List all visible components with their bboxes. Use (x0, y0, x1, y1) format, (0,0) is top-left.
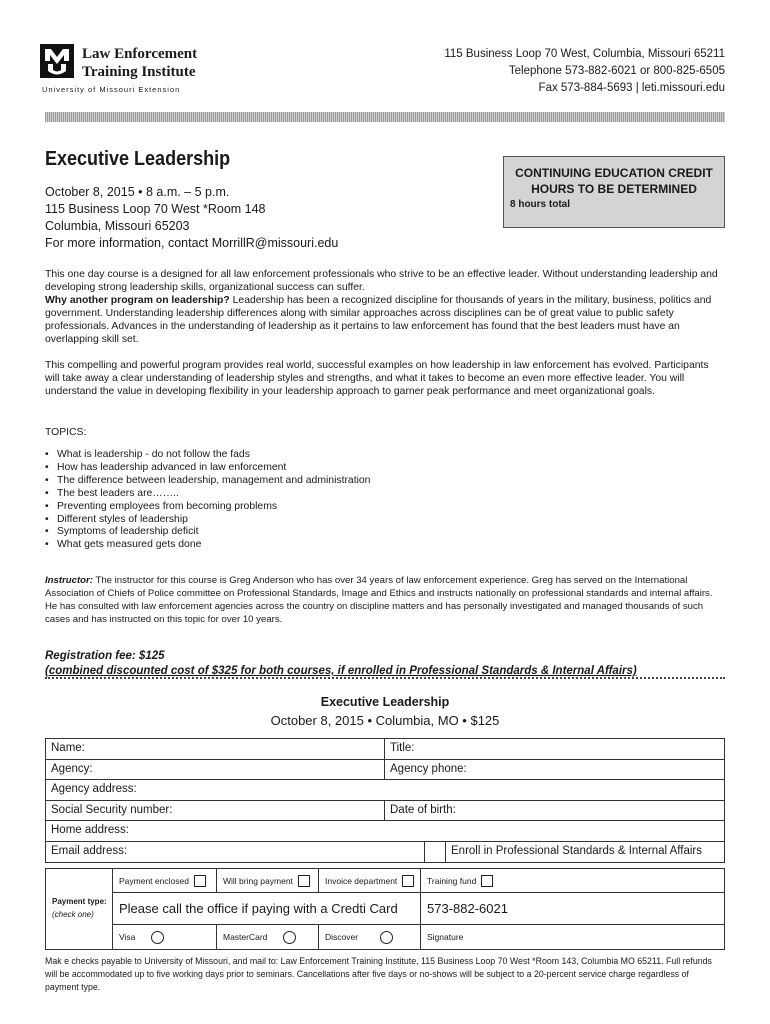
invoice-checkbox[interactable] (402, 875, 414, 887)
home-address-field[interactable]: Home address: (51, 824, 129, 836)
event-room: 115 Business Loop 70 West *Room 148 (45, 202, 266, 216)
credit-title (504, 165, 724, 197)
mu-logo-icon (40, 44, 74, 78)
instructor-text: The instructor for this course is Greg Anderson who has over 34 years of law enforcement experience. Greg has served on the International Association of Chiefs of Police committee on Professional Standards, Image and Ethics and instructs nationally on professional standards and internal affairs. He has consulted with law enforcement agencies across the country on discipline matters and has personally investigated and managed thousands of such cases and has instructed on this topic for over 10 years. (45, 575, 713, 625)
intro-text: This one day course is a designed for all law enforcement professionals who strive to be an effective leader. Without understanding leadership and developing strong leadership skills, organizational success can suffer. (45, 269, 718, 293)
list-item: • Different styles of leadership (45, 514, 370, 527)
description-paragraph-1 (45, 268, 725, 346)
office-phone: 573-882-6021 (427, 901, 508, 916)
visa-option[interactable] (113, 925, 217, 949)
credit-card-row (113, 893, 724, 925)
description-paragraph-2: This compelling and powerful program provides real world, successful examples on how leadership in law enforcement has evolved. Participants will take away a clear understanding of leadership styles and strengths, and what it takes to become an even more effective leader. You will understand the value in developing flexibility in your leadership approach to garner peak performance and meet organizational goals. (45, 360, 709, 397)
agency-address-field[interactable]: Agency address: (51, 783, 137, 795)
list-item: • Symptoms of leadership deficit (45, 526, 370, 539)
discover-option[interactable] (319, 925, 421, 949)
visa-label: Visa (119, 932, 136, 942)
credit-title-line2: HOURS TO BE DETERMINED (531, 182, 697, 196)
address-line: 115 Business Loop 70 West, Columbia, Missouri 65211 (444, 48, 725, 60)
name-field[interactable]: Name: (51, 742, 85, 754)
letterhead (0, 0, 770, 110)
payment-type-title: Payment type: (52, 897, 107, 906)
mastercard-label: MasterCard (223, 932, 268, 942)
logo-subtitle: University of Missouri Extension (42, 85, 181, 94)
enroll-checkbox[interactable] (424, 842, 446, 863)
event-info (45, 184, 338, 252)
fax-web-line: Fax 573-884-5693 | leti.missouri.edu (538, 82, 725, 94)
list-item: • What is leadership - do not follow the fads (45, 449, 370, 462)
credit-title-line1: CONTINUING EDUCATION CREDIT (515, 166, 713, 180)
payment-method-row (113, 869, 724, 893)
logo-text-line1: Law Enforcement (82, 46, 198, 62)
cut-line (45, 677, 725, 679)
training-fund-label: Training fund (427, 875, 477, 886)
ssn-field[interactable]: Social Security number: (51, 803, 173, 816)
event-contact: For more information, contact MorrillR@missouri.edu (45, 236, 339, 250)
payment-type-hint: (check one) (52, 910, 94, 919)
payment-enclosed-option[interactable] (113, 869, 217, 892)
list-item: • The difference between leadership, management and administration (45, 475, 370, 488)
payment-enclosed-label: Payment enclosed (119, 875, 189, 886)
training-fund-checkbox[interactable] (481, 875, 493, 887)
fee-combined-note: (combined discounted cost of $325 for both courses, if enrolled in Professional Standards & Internal Affairs) (45, 665, 637, 677)
list-item: • What gets measured gets done (45, 539, 370, 552)
form-title: Executive Leadership (320, 695, 450, 709)
bring-payment-label: Will bring payment (223, 875, 293, 886)
form-row (46, 780, 724, 801)
discover-label: Discover (325, 932, 359, 942)
bring-payment-checkbox[interactable] (298, 875, 310, 887)
phone-line: Telephone 573-882-6021 or 800-825-6505 (508, 65, 725, 77)
contact-block (444, 46, 725, 97)
form-row (46, 821, 724, 842)
enroll-label: Enroll in Professional Standards & Internal Affairs (451, 844, 703, 857)
why-text: Leadership has been a recognized discipline for thousands of years in the military, business, politics and government. Understanding leadership differences along with similar approaches across disciplines can be of great value to public safety professionals. Advances in the understanding of leadership as it pertains to law enforcement has found that the best leaders must have an overlapping skill set. (45, 295, 712, 345)
signature-field[interactable]: Signature (427, 932, 464, 942)
form-row (46, 739, 724, 760)
bring-payment-option[interactable] (217, 869, 319, 892)
fee-amount: Registration fee: $125 (45, 650, 165, 662)
discover-radio[interactable] (380, 931, 393, 944)
event-city: Columbia, Missouri 65203 (45, 219, 190, 233)
credit-card-note: Please call the office if paying with a Credti Card (113, 893, 421, 924)
event-date-time: October 8, 2015 • 8 a.m. – 5 p.m. (45, 185, 230, 199)
credit-box (503, 156, 725, 228)
form-subtitle: October 8, 2015 • Columbia, MO • $125 (270, 713, 500, 728)
form-row (46, 760, 724, 781)
form-row (46, 801, 724, 822)
registration-fee (45, 649, 637, 679)
visa-radio[interactable] (151, 931, 164, 944)
invoice-label: Invoice department (325, 875, 398, 886)
course-title: Executive Leadership (45, 148, 231, 170)
title-field[interactable]: Title: (384, 739, 724, 759)
credit-hours: 8 hours total (510, 199, 571, 210)
payment-type-label (46, 869, 113, 949)
agency-phone-field[interactable]: Agency phone: (384, 760, 724, 780)
header-divider (45, 112, 725, 122)
mastercard-radio[interactable] (283, 931, 296, 944)
training-fund-option[interactable] (421, 869, 724, 892)
agency-field[interactable]: Agency: (51, 762, 93, 775)
payment-section (45, 868, 725, 950)
topics-label: TOPICS: (45, 427, 87, 438)
registration-form (45, 738, 725, 863)
instructor-paragraph (45, 574, 725, 626)
invoice-option[interactable] (319, 869, 421, 892)
topics-list (45, 449, 370, 552)
list-item: • Preventing employees from becoming problems (45, 501, 370, 514)
list-item: • How has leadership advanced in law enforcement (45, 462, 370, 475)
email-field[interactable]: Email address: (51, 844, 128, 857)
footer-note: Mak e checks payable to University of Missouri, and mail to: Law Enforcement Training Institute, 115 Business Loop 70 West *Room 143, Columbia MO 65211. Full refunds will be accommodated up to five working days prior to seminars. Cancellations after five days or no-shows will be subject to a 20-percent service charge regardless of payment type. (45, 956, 712, 992)
card-type-row (113, 925, 724, 949)
dob-field[interactable]: Date of birth: (384, 801, 724, 821)
payment-enclosed-checkbox[interactable] (194, 875, 206, 887)
instructor-label: Instructor: (45, 575, 93, 586)
list-item: • The best leaders are…….. (45, 488, 370, 501)
form-row (46, 842, 724, 863)
why-label: Why another program on leadership? (45, 295, 230, 306)
logo-text-line2: Training Institute (82, 64, 196, 80)
mastercard-option[interactable] (217, 925, 319, 949)
